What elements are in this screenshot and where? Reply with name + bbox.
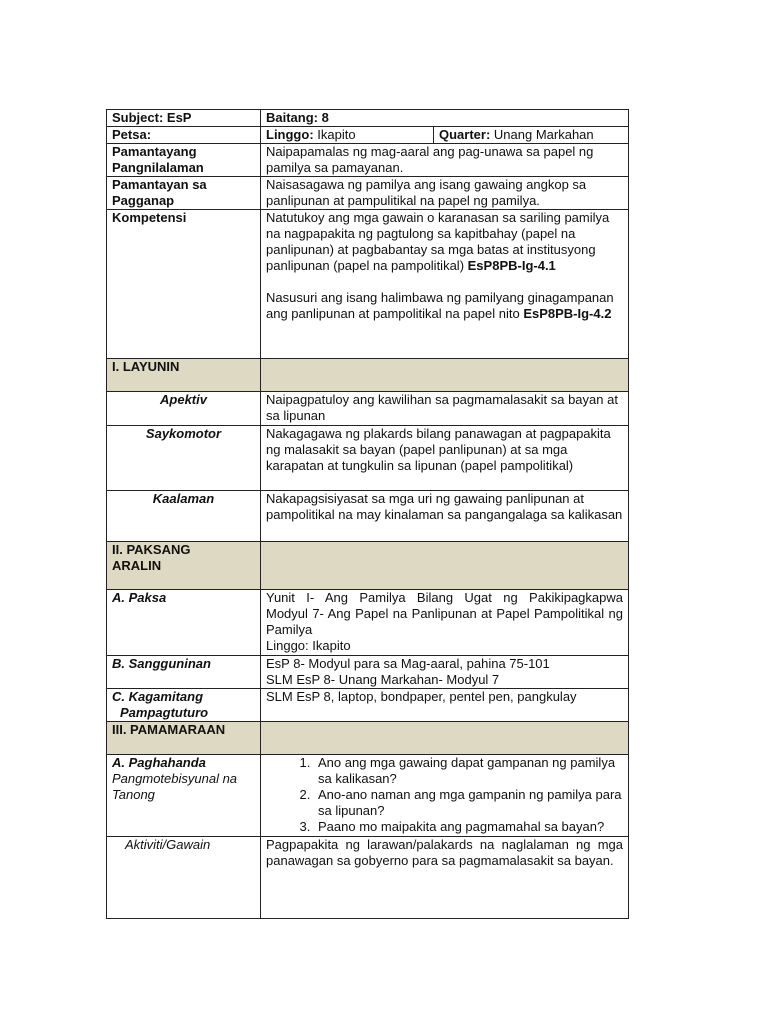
- pamantayang-pangnilalaman-label: Pamantayang Pangnilalaman: [107, 144, 261, 177]
- pamantayang-pangnilalaman-row: [107, 144, 629, 177]
- baitang-cell: Baitang: 8: [261, 110, 629, 127]
- kompetensi-text: [261, 210, 629, 359]
- kompetensi-text-2: Nasusuri ang isang halimbawa ng pamilyang ginagampanan ang panlipunan at pampolitikal na papel nito: [266, 290, 614, 321]
- kompetensi-text-1: Natutukoy ang mga gawain o karanasan sa sariling pamilya na nagpapakita ng pagtulong sa kapitbahay (papel na panlipunan) at pagbabantay sa mga batas at institusyong panlipunan (papel na pampolitikal): [266, 210, 610, 273]
- aktiviti-text: Pagpapakita ng larawan/palakards na naglalaman ng mga panawagan sa gobyerno para sa pagmamalasakit sa bayan.: [261, 837, 629, 919]
- apektiv-row: [107, 392, 629, 426]
- pamamaraan-heading: III. PAMAMARAAN: [107, 722, 261, 755]
- paksa-line-1: Yunit I- Ang Pamilya Bilang Ugat ng Pakikipagkapwa: [266, 590, 623, 605]
- linggo-cell: [261, 127, 434, 144]
- sanggunian-line-1: EsP 8- Modyul para sa Mag-aaral, pahina 75-101: [266, 656, 550, 671]
- layunin-heading: I. LAYUNIN: [107, 359, 261, 392]
- kaalaman-label: Kaalaman: [107, 491, 261, 542]
- saykomotor-row: [107, 426, 629, 491]
- paghahanda-label: A. Paghahanda Pangmotebisyunal na Tanong: [107, 755, 261, 837]
- list-item: 3. Paano mo maipakita ang pagmamahal sa bayan?: [314, 819, 623, 835]
- list-item: 2. Ano-ano naman ang mga gampanin ng pamilya para sa lipunan?: [314, 787, 623, 819]
- lesson-plan-table: [106, 109, 629, 919]
- pamantayan-sa-pagganap-text: Naisasagawa ng pamilya ang isang gawaing angkop sa panlipunan at pampulitikal na papel ng pamilya.: [261, 177, 629, 210]
- kagamitan-row: [107, 689, 629, 722]
- pamantayan-sa-pagganap-row: [107, 177, 629, 210]
- list-item: 1. Ano ang mga gawaing dapat gampanan ng pamilya sa kalikasan?: [314, 755, 623, 787]
- paksa-line-2: Modyul 7- Ang Papel na Panlipunan at Papel Pampolitikal ng Pamilya: [266, 606, 623, 637]
- quarter-label: Quarter:: [439, 127, 491, 142]
- kompetensi-label: Kompetensi: [107, 210, 261, 359]
- paksa-row: [107, 590, 629, 656]
- paksa-line-3: Linggo: Ikapito: [266, 638, 351, 653]
- aktiviti-row: [107, 837, 629, 919]
- kaalaman-row: [107, 491, 629, 542]
- subject-cell: Subject: EsP: [107, 110, 261, 127]
- kaalaman-text: Nakapagsisiyasat sa mga uri ng gawaing panlipunan at pampolitikal na may kinalaman sa pangangalaga sa kalikasan: [261, 491, 629, 542]
- aktiviti-label: Aktiviti/Gawain: [107, 837, 261, 919]
- sanggunian-row: [107, 656, 629, 689]
- apektiv-label: Apektiv: [107, 392, 261, 426]
- kompetensi-code-1: EsP8PB-Ig-4.1: [467, 258, 556, 273]
- linggo-value: Ikapito: [313, 127, 356, 142]
- paksa-text: [261, 590, 629, 656]
- sanggunian-line-2: SLM EsP 8- Unang Markahan- Modyul 7: [266, 672, 500, 687]
- apektiv-text: Naipagpatuloy ang kawilihan sa pagmamalasakit sa bayan at sa lipunan: [261, 392, 629, 426]
- paghahanda-row: [107, 755, 629, 837]
- sanggunian-label: B. Sangguninan: [107, 656, 261, 689]
- kompetensi-code-2: EsP8PB-Ig-4.2: [523, 306, 612, 321]
- petsa-row: [107, 127, 629, 144]
- pamamaraan-heading-row: [107, 722, 629, 755]
- subject-row: [107, 110, 629, 127]
- saykomotor-label: Saykomotor: [107, 426, 261, 491]
- paksa-label: A. Paksa: [107, 590, 261, 656]
- paghahanda-questions: [261, 755, 629, 837]
- pamantayang-pangnilalaman-text: Naipapamalas ng mag-aaral ang pag-unawa sa papel ng pamilya sa pamayanan.: [261, 144, 629, 177]
- kagamitan-text: SLM EsP 8, laptop, bondpaper, pentel pen, pangkulay: [261, 689, 629, 722]
- quarter-cell: [434, 127, 629, 144]
- kompetensi-row: [107, 210, 629, 359]
- quarter-value: Unang Markahan: [490, 127, 594, 142]
- saykomotor-text: Nakagagawa ng plakards bilang panawagan at pagpapakita ng malasakit sa bayan (papel panlipunan) at sa mga karapatan at tungkulin sa lipunan (papel pampolitikal): [261, 426, 629, 491]
- pamantayan-sa-pagganap-label: Pamantayan sa Pagganap: [107, 177, 261, 210]
- paksang-aralin-heading: II. PAKSANG ARALIN: [107, 542, 261, 590]
- layunin-heading-row: [107, 359, 629, 392]
- petsa-cell: Petsa:: [107, 127, 261, 144]
- paksang-aralin-heading-row: [107, 542, 629, 590]
- paghahanda-sub: Pangmotebisyunal na Tanong: [112, 771, 238, 802]
- sanggunian-text: [261, 656, 629, 689]
- kagamitan-label: C. Kagamitang Pampagtuturo: [107, 689, 261, 722]
- linggo-label: Linggo:: [266, 127, 314, 142]
